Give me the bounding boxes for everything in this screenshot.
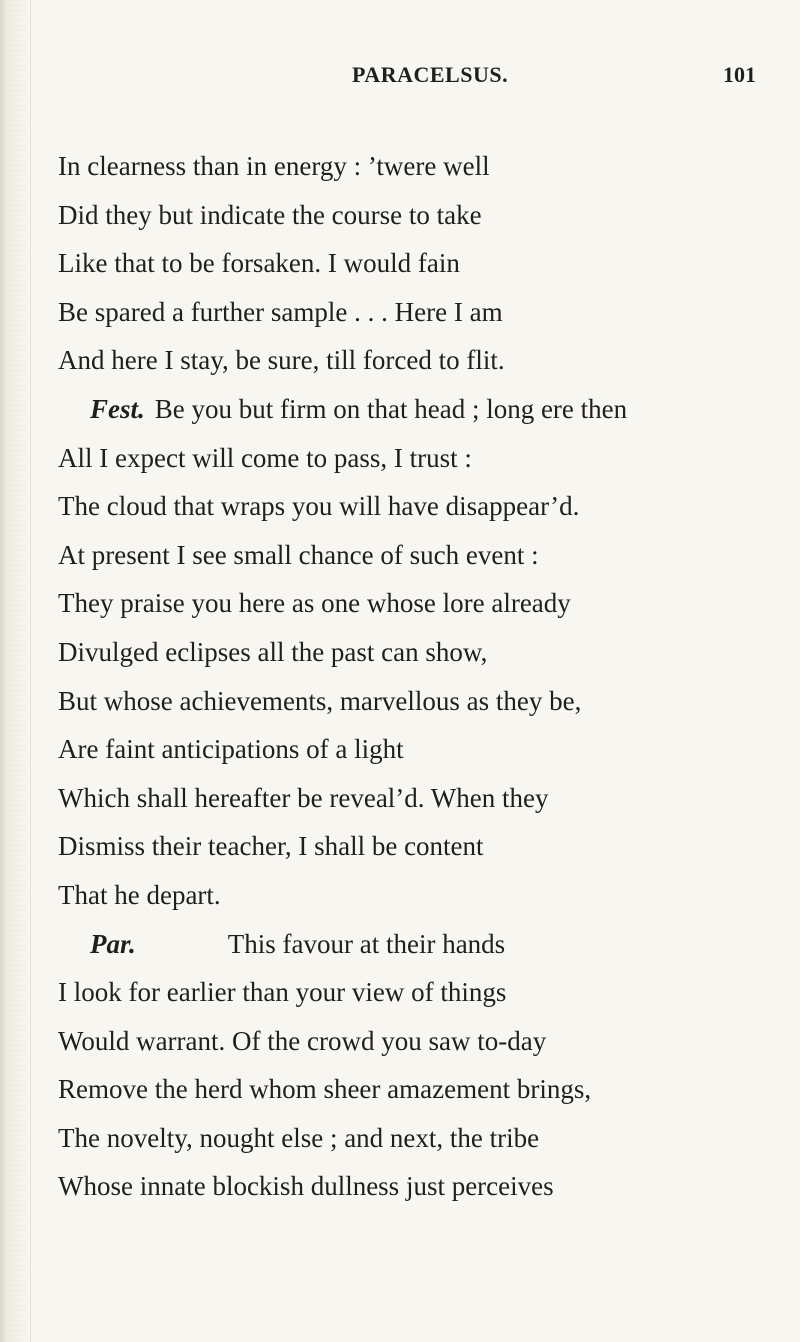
speaker-line [58, 385, 788, 434]
verse-line-text: Would warrant. Of the crowd you saw to-day [58, 1025, 547, 1056]
verse-line-text: In clearness than in energy : ’twere well [58, 151, 490, 181]
verse-line [58, 822, 788, 871]
verse-line-text: Divulged eclipses all the past can show, [58, 636, 488, 667]
verse-line [58, 628, 788, 677]
verse-line [58, 725, 788, 774]
verse-line-text: That he depart. [58, 879, 221, 910]
poem-text [58, 142, 788, 1211]
verse-line-text: Dismiss their teacher, I shall be content [58, 831, 484, 862]
verse-line [58, 239, 788, 288]
verse-line [58, 1065, 788, 1114]
verse-line [58, 968, 788, 1017]
running-title: PARACELSUS. [352, 62, 509, 87]
verse-line-text: All I expect will come to pass, I trust : [58, 442, 472, 473]
page-number: 101 [723, 62, 756, 87]
verse-line-text: And here I stay, be sure, till forced to flit. [58, 345, 505, 376]
verse-line-text: This favour at their hands [227, 928, 506, 959]
verse-line-text: Whose innate blockish dullness just perceives [58, 1171, 554, 1202]
verse-line-text: Are faint anticipations of a light [58, 734, 404, 765]
verse-line [58, 531, 788, 580]
verse-line [58, 288, 788, 337]
binding-shadow [12, 0, 26, 1342]
running-header [30, 62, 800, 92]
verse-line [58, 1017, 788, 1066]
verse-line-text: Remove the herd whom sheer amazement brings, [58, 1074, 592, 1105]
verse-line [58, 579, 788, 628]
verse-line [58, 1162, 788, 1211]
speaker-name: Fest. [90, 393, 145, 424]
verse-line-text: The novelty, nought else ; and next, the tribe [58, 1122, 540, 1153]
verse-line-text: I look for earlier than your view of things [58, 977, 507, 1008]
verse-line [58, 871, 788, 920]
verse-line-text: They praise you here as one whose lore already [58, 588, 571, 619]
speaker-name: Par. [90, 928, 136, 959]
verse-line-text: Be spared a further sample . . . Here I am [58, 296, 503, 327]
verse-line-text: Like that to be forsaken. I would fain [58, 248, 460, 279]
verse-line [58, 434, 788, 483]
verse-line [58, 191, 788, 240]
verse-line [58, 142, 788, 191]
verse-line-text: Did they but indicate the course to take [58, 199, 482, 230]
verse-line [58, 1114, 788, 1163]
verse-line-text: Which shall hereafter be reveal’d. When they [58, 782, 549, 813]
verse-line [58, 482, 788, 531]
verse-line [58, 336, 788, 385]
verse-line-text: Be you but firm on that head ; long ere then [154, 393, 628, 424]
verse-line-text: But whose achievements, marvellous as they be, [58, 685, 582, 716]
verse-line-text: At present I see small chance of such event : [58, 539, 539, 570]
page-gutter [0, 0, 31, 1342]
verse-line [58, 677, 788, 726]
verse-line-text: The cloud that wraps you will have disappear’d. [58, 491, 580, 522]
speaker-line [58, 920, 788, 969]
verse-line [58, 774, 788, 823]
